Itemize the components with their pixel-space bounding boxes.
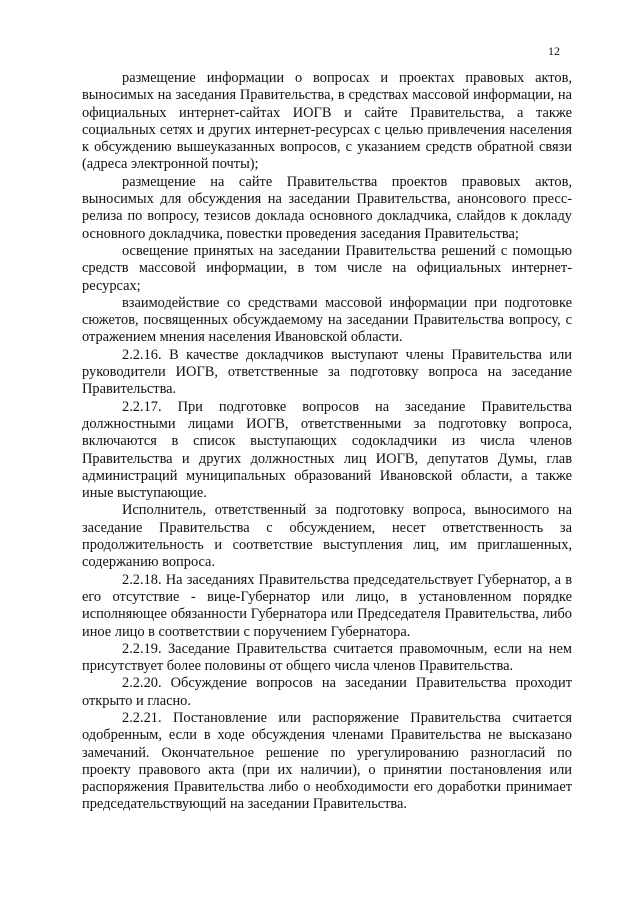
document-body (82, 70, 572, 814)
page-number: 12 (548, 44, 560, 58)
paragraph-2-2-19: 2.2.19. Заседание Правительства считается правомочным, если на нем присутствует более половины от общего числа членов Правительства. (82, 640, 572, 675)
paragraph-2-2-16: 2.2.16. В качестве докладчиков выступают члены Правительства или руководители ИОГВ, ответственные за подготовку вопроса на заседание Правительства. (82, 346, 572, 398)
paragraph-site-placement: размещение на сайте Правительства проектов правовых актов, выносимых для обсуждения на заседании Правительства, анонсового пресс-релиза по вопросу, тезисов доклада основного докладчика, слайдов к докладу основного докладчика, повестки проведения заседания Правительства; (82, 173, 572, 242)
paragraph-coverage: освещение принятых на заседании Правительства решений с помощью средств массовой информации, в том числе на официальных интернет-ресурсах; (82, 242, 572, 294)
paragraph-media-placement: размещение информации о вопросах и проектах правовых актов, выносимых на заседания Правительства, в средствах массовой информации, на официальных интернет-сайтах ИОГВ и сайте Правительства, а также социальных сетях и других интернет-ресурсах с целью привлечения населения к обсуждению вышеуказанных вопросов, с указанием средств обратной связи (адреса электронной почты); (82, 70, 572, 173)
paragraph-media-interaction: взаимодействие со средствами массовой информации при подготовке сюжетов, посвященных обсуждаемому на заседании Правительства вопросу, с отражением мнения населения Ивановской области. (82, 294, 572, 346)
paragraph-2-2-17: 2.2.17. При подготовке вопросов на заседание Правительства должностными лицами ИОГВ, ответственными за подготовку вопроса, включаются в список выступающих содокладчики из числа членов Правительства и других должностных лиц ИОГВ, депутатов Думы, глав администраций муниципальных образований Ивановской области, а также иные выступающие. (82, 398, 572, 502)
paragraph-executor-responsibility: Исполнитель, ответственный за подготовку вопроса, выносимого на заседание Правительства с обсуждением, несет ответственность за продолжительность и соответствие выступления лиц, им приглашенных, содержанию вопроса. (82, 502, 572, 571)
paragraph-2-2-21: 2.2.21. Постановление или распоряжение Правительства считается одобренным, если в ходе обсуждения членами Правительства не высказано замечаний. Окончательное решение по урегулированию разногласий по проекту правового акта (при их наличии), о принятии постановления или распоряжения Правительства либо о необходимости его доработки принимает председательствующий на заседании Правительства. (82, 709, 572, 813)
paragraph-2-2-20: 2.2.20. Обсуждение вопросов на заседании Правительства проходит открыто и гласно. (82, 675, 572, 709)
paragraph-2-2-18: 2.2.18. На заседаниях Правительства председательствует Губернатор, а в его отсутствие - вице-Губернатор или лицо, в установленном порядке исполняющее обязанности Губернатора или Председателя Правительства, либо иное лицо в соответствии с поручением Губернатора. (82, 571, 572, 640)
